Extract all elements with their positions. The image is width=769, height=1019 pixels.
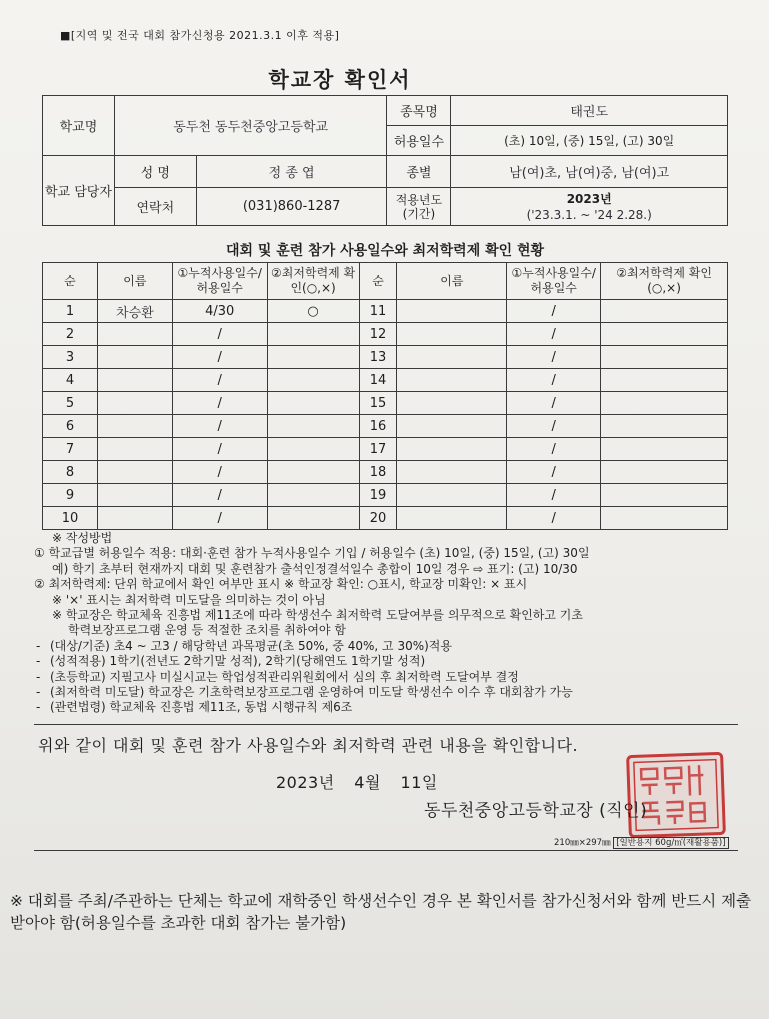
header-name: 이름: [97, 263, 172, 300]
table-row: [43, 415, 728, 438]
paper-type: [일반용지 60g/㎡(재활용품)]: [613, 837, 728, 849]
row-days: /: [507, 392, 601, 415]
date-month: 4월: [354, 773, 381, 792]
allowed-days-label: 허용일수: [387, 126, 451, 156]
row-confirm: [601, 346, 728, 369]
note-3: ※ '×' 표시는 최저학력 미도달을 의미하는 것이 아님: [52, 592, 326, 607]
row-no: 20: [359, 507, 397, 530]
table-row: [43, 392, 728, 415]
row-name: [97, 461, 172, 484]
row-name: [97, 507, 172, 530]
form-header-note: ■[지역 및 전국 대회 참가신청용 2021.3.1 이후 적용]: [60, 29, 340, 42]
row-confirm: [601, 461, 728, 484]
manager-name-label: 성 명: [114, 156, 196, 188]
row-no: 17: [359, 438, 397, 461]
note-4-cont: 학력보장프로그램 운영 등 적절한 조치를 취하여야 함: [68, 623, 346, 638]
allowed-days-value: (초) 10일, (중) 15일, (고) 30일: [451, 126, 728, 156]
row-days: /: [507, 484, 601, 507]
contact-value: (031)860-1287: [196, 188, 387, 226]
table-row: [43, 438, 728, 461]
row-confirm: [267, 484, 359, 507]
note-2: ② 최저학력제: 단위 학교에서 확인 여부만 표시 ※ 학교장 확인: ○표시, 학교장 미확인: × 표시: [34, 577, 528, 592]
paper-spec: [554, 836, 729, 848]
row-days: /: [507, 369, 601, 392]
table-row: [43, 346, 728, 369]
dash-mark: -: [36, 638, 41, 653]
row-name: [97, 438, 172, 461]
table-row: [43, 323, 728, 346]
row-name: [397, 484, 507, 507]
header-days-right: ①누적사용일수/허용일수: [507, 263, 601, 300]
row-days: 4/30: [172, 300, 267, 323]
row-confirm: [267, 346, 359, 369]
row-no: 6: [43, 415, 98, 438]
confirmation-date: [276, 770, 438, 793]
row-days: /: [172, 369, 267, 392]
row-confirm: [601, 323, 728, 346]
writing-instructions: [34, 531, 734, 716]
section-title: 대회 및 훈련 참가 사용일수와 최저학력제 확인 현황: [225, 243, 545, 259]
row-name: [97, 323, 172, 346]
detail-text: (초등학교) 지필고사 미실시교는 학업성적관리위원회에서 심의 후 최저학력 도달여부 결정: [50, 669, 519, 684]
row-confirm: [267, 438, 359, 461]
row-confirm: [601, 300, 728, 323]
row-name: [397, 392, 507, 415]
row-name: [397, 507, 507, 530]
document-title: 학교장 확인서: [268, 68, 412, 92]
dash-mark: -: [36, 654, 41, 669]
date-day: 11일: [400, 773, 438, 792]
note-1-example: 예) 학기 초부터 현재까지 대회 및 훈련참가 출석인정결석일수 총합이 10일 경우 ⇨ 표기: (고) 10/30: [52, 561, 578, 576]
row-no: 15: [359, 392, 397, 415]
row-confirm: [601, 369, 728, 392]
row-no: 8: [43, 461, 98, 484]
row-no: 16: [359, 415, 397, 438]
row-name: [397, 300, 507, 323]
row-no: 3: [43, 346, 98, 369]
sport-label: 종목명: [387, 96, 451, 126]
row-days: /: [172, 507, 267, 530]
row-days: /: [507, 438, 601, 461]
row-days: /: [172, 461, 267, 484]
table-row: [43, 484, 728, 507]
row-days: /: [507, 300, 601, 323]
year-label: 적용년도 (기간): [387, 188, 451, 226]
paper-size: 210㎜×297㎜: [554, 838, 611, 848]
row-name: [97, 484, 172, 507]
note-4: ※ 학교장은 학교체육 진흥법 제11조에 따라 학생선수 최저학력 도달여부를 의무적으로 확인하고 기초: [52, 608, 583, 623]
gender-label: 종별: [387, 156, 451, 188]
row-days: /: [507, 507, 601, 530]
row-name: [97, 415, 172, 438]
row-days: /: [507, 346, 601, 369]
header-days: ①누적사용일수/허용일수: [172, 263, 267, 300]
header-confirm: ②최저학력제 확인(○,×): [267, 263, 359, 300]
detail-item: [34, 639, 734, 654]
row-no: 18: [359, 461, 397, 484]
row-days: /: [172, 323, 267, 346]
detail-text: (최저학력 미도달) 학교장은 기초학력보장프로그램 운영하여 미도달 학생선수 이수 후 대회참가 가능: [50, 685, 573, 700]
manager-name-value: 정 종 엽: [196, 156, 387, 188]
row-no: 5: [43, 392, 98, 415]
dash-mark: -: [36, 669, 41, 684]
header-confirm-right: ②최저학력제 확인(○,×): [601, 263, 728, 300]
table-row: [43, 300, 728, 323]
info-table: [42, 95, 728, 226]
period-value: ('23.3.1. ~ '24 2.28.): [526, 207, 652, 222]
row-name: [97, 369, 172, 392]
manager-label: 학교 담당자: [43, 156, 115, 226]
header-no-right: 순: [359, 263, 397, 300]
row-days: /: [172, 392, 267, 415]
row-name: [397, 346, 507, 369]
date-year: 2023년: [276, 773, 335, 792]
row-no: 14: [359, 369, 397, 392]
row-name: [97, 346, 172, 369]
row-no: 9: [43, 484, 98, 507]
header-no: 순: [43, 263, 98, 300]
header-name-right: 이름: [397, 263, 507, 300]
detail-item: [34, 700, 734, 715]
row-days: /: [507, 461, 601, 484]
divider: [34, 850, 738, 851]
table-row: [43, 369, 728, 392]
row-no: 1: [43, 300, 98, 323]
detail-text: (성적적용) 1학기(전년도 2학기말 성적), 2학기(당해연도 1학기말 성적): [50, 654, 426, 669]
row-no: 11: [359, 300, 397, 323]
confirmation-statement: 위와 같이 대회 및 훈련 참가 사용일수와 최저학력 관련 내용을 확인합니다.: [38, 736, 579, 755]
row-no: 7: [43, 438, 98, 461]
official-seal-icon: [625, 750, 728, 839]
records-table: [42, 262, 728, 530]
row-confirm: [267, 323, 359, 346]
row-confirm: [267, 507, 359, 530]
row-days: /: [172, 415, 267, 438]
row-days: /: [507, 323, 601, 346]
year-cell: [451, 188, 728, 226]
table-row: [43, 461, 728, 484]
row-name: [397, 323, 507, 346]
contact-label: 연락처: [114, 188, 196, 226]
row-no: 10: [43, 507, 98, 530]
principal-signature: 동두천중앙고등학교장 (직인): [424, 801, 648, 821]
row-confirm: ○: [267, 300, 359, 323]
row-no: 13: [359, 346, 397, 369]
row-no: 2: [43, 323, 98, 346]
row-no: 19: [359, 484, 397, 507]
row-days: /: [507, 415, 601, 438]
row-confirm: [601, 415, 728, 438]
note-1: ① 학교급별 허용일수 적용: 대회·훈련 참가 누적사용일수 기입 / 허용일수 (초) 10일, (중) 15일, (고) 30일: [34, 546, 590, 561]
row-name: [397, 461, 507, 484]
row-name: 차승환: [97, 300, 172, 323]
records-body: [43, 300, 728, 530]
row-confirm: [267, 392, 359, 415]
row-confirm: [601, 507, 728, 530]
notes-heading: ※ 작성방법: [52, 531, 113, 545]
detail-text: (관련법령) 학교체육 진흥법 제11조, 동법 시행규칙 제6조: [50, 700, 353, 715]
row-days: /: [172, 438, 267, 461]
row-confirm: [267, 415, 359, 438]
sport-value: 태권도: [451, 96, 728, 126]
row-days: /: [172, 346, 267, 369]
row-confirm: [267, 369, 359, 392]
dash-mark: -: [36, 685, 41, 700]
row-no: 4: [43, 369, 98, 392]
footer-notice: ※ 대회를 주최/주관하는 단체는 학교에 재학중인 학생선수인 경우 본 확인서를 참가신청서와 함께 반드시 제출받아야 함(허용일수를 초과한 대회 참가는 불가함): [10, 892, 752, 932]
detail-item: [34, 685, 734, 700]
detail-text: (대상/기준) 초4 ~ 고3 / 해당학년 과목평균(초 50%, 중 40%, 고 30%)적용: [50, 638, 452, 653]
row-days: /: [172, 484, 267, 507]
dash-mark: -: [36, 700, 41, 715]
school-value: 동두천 동두천중앙고등학교: [114, 96, 387, 156]
gender-value: 남(여)초, 남(여)중, 남(여)고: [451, 156, 728, 188]
row-name: [397, 369, 507, 392]
detail-item: [34, 654, 734, 669]
row-name: [97, 392, 172, 415]
year-value: 2023년: [566, 191, 612, 206]
row-name: [397, 438, 507, 461]
row-confirm: [267, 461, 359, 484]
row-no: 12: [359, 323, 397, 346]
row-confirm: [601, 484, 728, 507]
school-label: 학교명: [43, 96, 115, 156]
row-confirm: [601, 438, 728, 461]
divider: [34, 724, 738, 725]
detail-item: [34, 670, 734, 685]
row-confirm: [601, 392, 728, 415]
row-name: [397, 415, 507, 438]
table-row: [43, 507, 728, 530]
